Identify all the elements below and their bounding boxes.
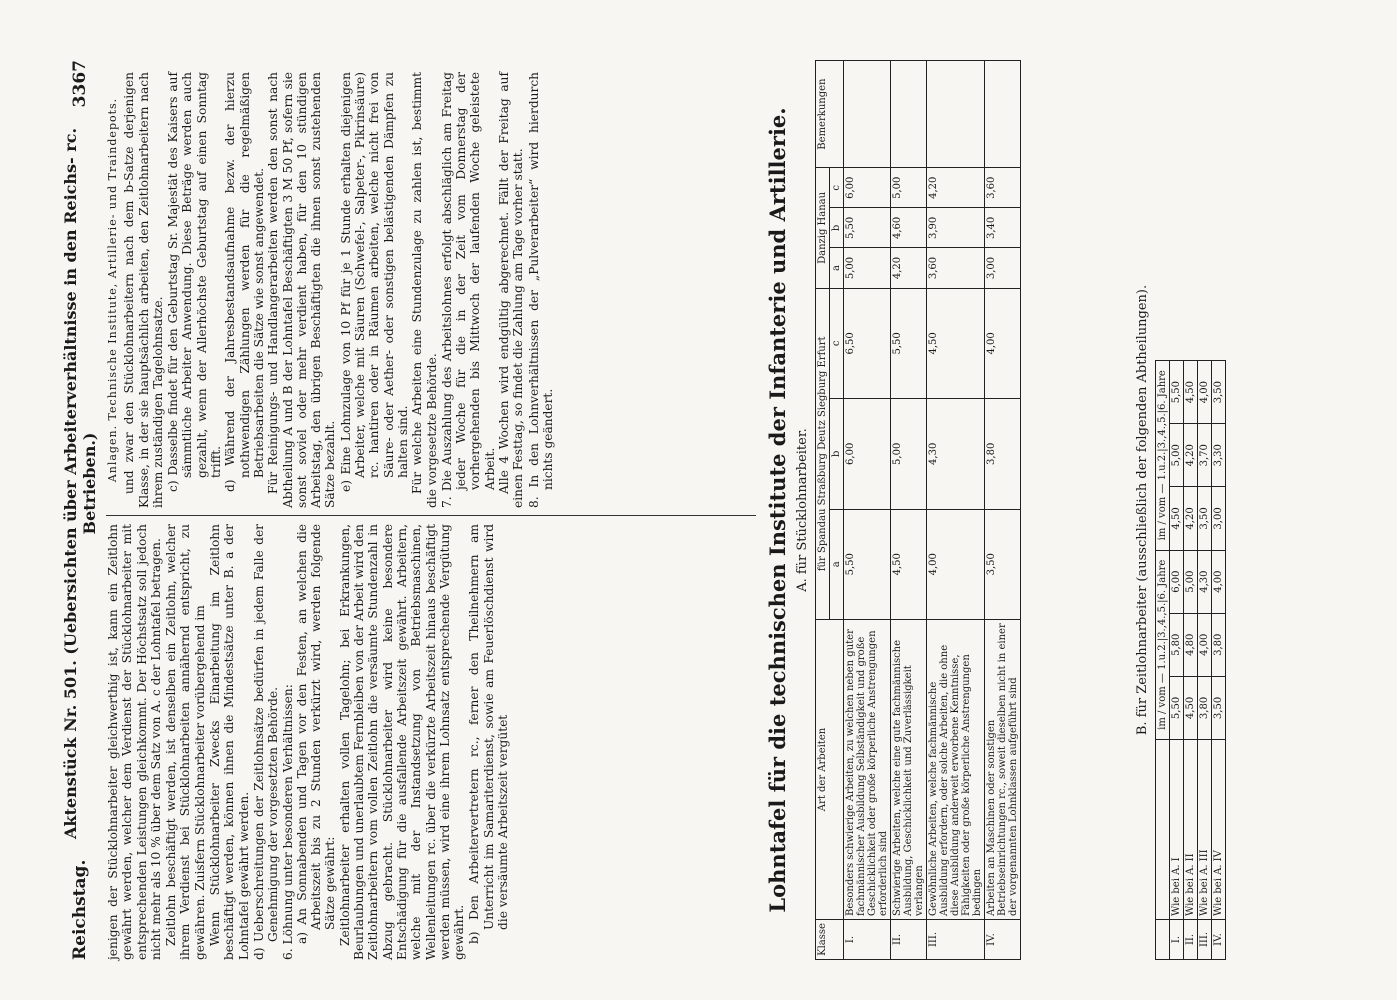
digitization-note [1380, 20, 1394, 980]
page-number: 3367 [70, 60, 90, 108]
sub-a: a [830, 509, 844, 619]
rate-cell: 4,30 [1198, 550, 1212, 613]
page-header [60, 60, 100, 960]
right-text-column [106, 72, 555, 508]
table-row [1184, 361, 1198, 960]
lohntafel-a-body [844, 61, 1021, 960]
left_column-paragraph: 6. Löhnung unter besonderen Verhältnissen: [280, 684, 295, 960]
rate-cell: 6,50 [844, 288, 891, 399]
rate-cell: 5,00 [891, 399, 927, 509]
header-left: Reichstag. [70, 859, 90, 960]
fuer-label: für [817, 556, 828, 572]
right_column-paragraph: 8. In den Lohnverhältnissen der „Pulverarbeiter“ wird hierdurch nichts geändert. [526, 72, 555, 508]
right_column-paragraph: Alle 4 Wochen wird endgültig abgerechnet. Fällt der Freitag auf einen Festtag, so findet die Zahlung am Tage vorher statt. [497, 72, 526, 508]
table-row [844, 61, 891, 960]
rate-cell: 4,20 [891, 248, 927, 288]
rate-cell: 4,00 [1212, 550, 1226, 613]
rate-cell: 4,50 [927, 288, 985, 399]
art-cell: Arbeiten an Maschinen oder sonstigen Betriebseinrichtungen rc., soweit dieselben nicht in einer der vorgenannten Lohnklassen aufgeführt sind [985, 620, 1021, 920]
klasse-cell: I. [1170, 920, 1184, 960]
rate-cell: 3,80 [1212, 613, 1226, 676]
rate-cell: 5,00 [1184, 550, 1198, 613]
rate-cell: 4,20 [927, 168, 985, 208]
rate-cell: 5,50 [1170, 361, 1184, 424]
group1-places: Spandau Straßburg Deutz Siegburg Erfurt [817, 336, 828, 554]
rate-cell: 4,50 [1184, 361, 1198, 424]
art-cell: Wie bei A. I [1170, 740, 1184, 920]
art-cell: Wie bei A. III [1198, 740, 1212, 920]
table-row [1212, 361, 1226, 960]
rate-cell: 3,60 [927, 248, 985, 288]
right_column-paragraph: und zwar den Stücklohnarbeitern nach dem b-Satze derjenigen Klasse, in der sie hauptsächlich arbeiten, den Zeitlohnarbeitern nach ihrem zuständigen Tagelohnsatze. [122, 72, 165, 508]
b-group2-years: im / vom — 1.u.2.|3.,4.,5.|6. Jahre [1156, 361, 1170, 551]
lohntafel-a-table [815, 60, 1021, 960]
rate-cell: 3,50 [1198, 487, 1212, 550]
group2-header: Danzig Hanau [816, 168, 830, 288]
rate-cell: 4,00 [927, 509, 985, 619]
rate-cell: 5,00 [844, 248, 891, 288]
table-header-row [1156, 361, 1170, 960]
left_column-paragraph: Zeitlohn beschäftigt werden, ist denselben ein Zeitlohn, welcher ihrem Verdienst bei Stücklohnarbeiten annähernd entspricht, zu gewähren. Zuisfern Stücklohnarbeiter vorübergehend im [164, 524, 207, 960]
art-cell: Gewöhnliche Arbeiten, welche fachmännische Ausbildung erfordern, oder solche Arbeiten, die ohne diese Ausbildung anderweit erworbene Kenntnisse, Fähigkeiten oder große körperliche Anstrengungen bedingen [927, 620, 985, 920]
table-header-row [816, 61, 830, 960]
left_column-paragraph: Zeitlohnarbeiter erhalten vollen Tagelohn; bei Erkrankungen, Beurlaubungen und unerlaubtem Fernbleiben von der Arbeit wird den Zeitlohnarbeitern vom vollen Zeitlohn die versäumte Stundenzahl in Abzug gebracht. Stücklohnarbeiter wird keine besondere Entschädigung für die ausfallende Arbeitszeit gewährt. Arbeitern, welche mit der Instandsetzung von Betriebsmaschinen, Wellenleitungen rc. über die verkürzte Arbeitszeit hinaus beschäftigt werden müssen, wird eine ihrem Lohnsatz entsprechende Vergütung gewährt. [337, 524, 467, 960]
klasse-cell: II. [891, 920, 927, 960]
group1-header [816, 288, 830, 619]
art-cell: Wie bei A. II [1184, 740, 1198, 920]
rate-cell: 6,00 [844, 399, 891, 509]
right-column-heading: Anlagen. Technische Institute, Artillerie- und Traindepots. [106, 97, 119, 483]
rate-cell: 3,30 [1212, 424, 1226, 487]
klasse-cell: I. [844, 920, 891, 960]
right_column-paragraph: 7. Die Auszahlung des Arbeitslohnes erfolgt abschläglich am Freitag jeder Woche für die in der Zeit vom Donnerstag der vorhergehenden bis Mittwoch der laufenden Woche geleistete Arbeit. [439, 72, 497, 508]
rate-cell: 3,00 [1212, 487, 1226, 550]
rate-cell: 4,30 [927, 399, 985, 509]
left_column-paragraph: a) An Sonnabenden und Tagen vor den Festen, an welchen die Arbeitszeit bis zu 2 Stunden verkürzt wird, werden folgende Sätze gewährt: [294, 524, 338, 944]
rate-cell: 4,20 [1184, 487, 1198, 550]
rate-cell: 3,90 [927, 208, 985, 248]
bemerkungen-cell [927, 61, 985, 168]
section-a-heading: A. für Stücklohnarbeiter. [795, 428, 810, 592]
klasse-cell: IV. [985, 920, 1021, 960]
rate-cell: 3,00 [985, 248, 1021, 288]
rate-cell: 3,60 [985, 168, 1021, 208]
rate-cell: 3,40 [985, 208, 1021, 248]
rate-cell: 3,80 [985, 399, 1021, 509]
rate-cell: 5,80 [1170, 613, 1184, 676]
left_column-paragraph: jenigen der Stücklohnarbeiter gleichwerthig ist, kann ein Zeitlohn gewährt werden, welcher dem Verdienst der Stücklohnarbeiter mit entsprechenden Leistungen gleichkommt. Der Höchstsatz soll jedoch nicht mehr als 10 % über dem Satz von A. c der Lohntafel betragen. [106, 524, 163, 960]
klasse-cell: III. [1198, 920, 1212, 960]
bemerkungen-cell [891, 61, 927, 168]
rate-cell: 5,50 [1170, 676, 1184, 739]
art-cell: Schwierige Arbeiten, welche eine gute fachmännische Ausbildung, Geschicklichkeit und Zuverlässigkeit verlangen [891, 620, 927, 920]
rate-cell: 3,50 [1212, 361, 1226, 424]
table-row [1198, 361, 1212, 960]
rate-cell: 4,50 [1184, 676, 1198, 739]
rate-cell: 4,00 [1198, 613, 1212, 676]
sub-b: b [830, 208, 844, 248]
art-header: Art der Arbeiten [816, 620, 844, 920]
rotated-document-page [60, 60, 1360, 960]
table-row [985, 61, 1021, 960]
rate-cell: 4,60 [891, 208, 927, 248]
right_column-paragraph: Für welche Arbeiten eine Stundenzulage zu zahlen ist, bestimmt die vorgesetzte Behörde. [410, 72, 439, 508]
rate-cell: 5,00 [891, 168, 927, 208]
lohntafel-title: Lohntafel für die technischen Institute der Infanterie und Artillerie. [765, 107, 790, 913]
art-cell: Wie bei A. IV [1212, 740, 1226, 920]
sub-b: b [830, 399, 844, 509]
header-title: Aktenstück Nr. 501. (Uebersichten über Arbeiterverhältnisse in den Reichs- rc. Betrieben.) [61, 127, 99, 839]
rate-cell: 4,20 [1184, 424, 1198, 487]
left_column-paragraph: Wenn Stücklohnarbeiter Zwecks Einarbeitung im Zeitlohn beschäftigt werden, können ihnen die Mindestsätze unter B. a der Lohntafel gewährt werden. [208, 524, 251, 960]
rate-cell: 4,50 [891, 509, 927, 619]
rate-cell: 3,70 [1198, 424, 1212, 487]
art-cell: Besonders schwierige Arbeiten, zu welchen neben guter fachmännischer Ausbildung Selbständigkeit und große Geschicklichkeit oder große körperliche Anstrengungen erforderlich sind [844, 620, 891, 920]
klasse-cell: III. [927, 920, 985, 960]
klasse-cell: IV. [1212, 920, 1226, 960]
rate-cell: 4,00 [985, 288, 1021, 399]
right_column-paragraph: Für Reinigungs- und Handlangerarbeiten werden den sonst nach Abtheilung A und B der Lohntafel Beschäftigten 3 M 50 Pf, sofern sie sonst soviel oder mehr verdient haben, für den 10 stündigen Arbeitstag, den übrigen Beschäftigten die ihnen sonst zustehenden Sätze bezahlt. [266, 72, 338, 508]
rate-cell: 3,80 [1198, 676, 1212, 739]
sub-c: c [830, 168, 844, 208]
rate-cell: 4,50 [1170, 487, 1184, 550]
right-column-body [122, 72, 555, 508]
right_column-paragraph: c) Dasselbe findet für den Geburtstag Sr. Majestät des Kaisers auf sämmtliche Arbeiter Anwendung. Diese Beträge werden auch gezahlt, wenn der Allerhöchste Geburtstag auf einen Sonntag trifft. [166, 72, 224, 492]
rate-cell: 5,00 [1170, 424, 1184, 487]
right_column-paragraph: d) Während der Jahresbestandsaufnahme bezw. der hierzu nothwendigen Zählungen werden für die regelmäßigen Betriebsarbeiten die Sätze wie sonst angewendet. [223, 72, 266, 492]
rate-cell: 5,50 [891, 288, 927, 399]
column-divider [106, 515, 756, 516]
left_column-paragraph: b) Den Arbeitervertretern rc., ferner den Theilnehmern am Unterricht im Samariterdienst, sowie am Feuerlöschdienst wird die versäumte Arbeitszeit vergütet [467, 524, 511, 944]
bemerkungen-cell [844, 61, 891, 168]
bemerkungen-header: Bemerkungen [816, 61, 844, 168]
left_column-paragraph: d) Ueberschreitungen der Zeitlohnsätze bedürfen in jedem Falle der Genehmigung der vorgesetzten Behörde. [251, 524, 281, 960]
section-b-heading: B. für Zeitlohnarbeiter (ausschließlich der folgenden Abtheilungen). [1135, 284, 1150, 736]
rate-cell: 6,00 [1170, 550, 1184, 613]
bemerkungen-cell [985, 61, 1021, 168]
rate-cell: 6,00 [844, 168, 891, 208]
lohntafel-b-table [1155, 360, 1226, 960]
rate-cell: 3,50 [985, 509, 1021, 619]
klasse-header: Klasse [816, 920, 844, 960]
rate-cell: 4,80 [1184, 613, 1198, 676]
sub-a: a [830, 248, 844, 288]
klasse-cell: II. [1184, 920, 1198, 960]
rate-cell: 5,50 [844, 509, 891, 619]
left-text-column [106, 524, 510, 960]
table-row [1170, 361, 1184, 960]
lohntafel-b-body [1170, 361, 1226, 960]
table-row [927, 61, 985, 960]
rate-cell: 4,00 [1198, 361, 1212, 424]
b-group1-years: im / vom — 1.u.2.|3.,4.,5.|6. Jahre [1156, 550, 1170, 739]
rate-cell: 5,50 [844, 208, 891, 248]
table-row [891, 61, 927, 960]
right_column-paragraph: e) Eine Lohnzulage von 10 Pf für je 1 Stunde erhalten diejenigen Arbeiter, welche mit Säuren (Schwefel-, Salpeter-, Pikrinsäure) rc. hantiren oder in Räumen arbeiten, welche nicht frei von Säure- oder Aether- oder sonstigen belästigenden Dämpfen zu halten sind. [338, 72, 410, 492]
sub-c: c [830, 288, 844, 399]
rate-cell: 3,50 [1212, 676, 1226, 739]
